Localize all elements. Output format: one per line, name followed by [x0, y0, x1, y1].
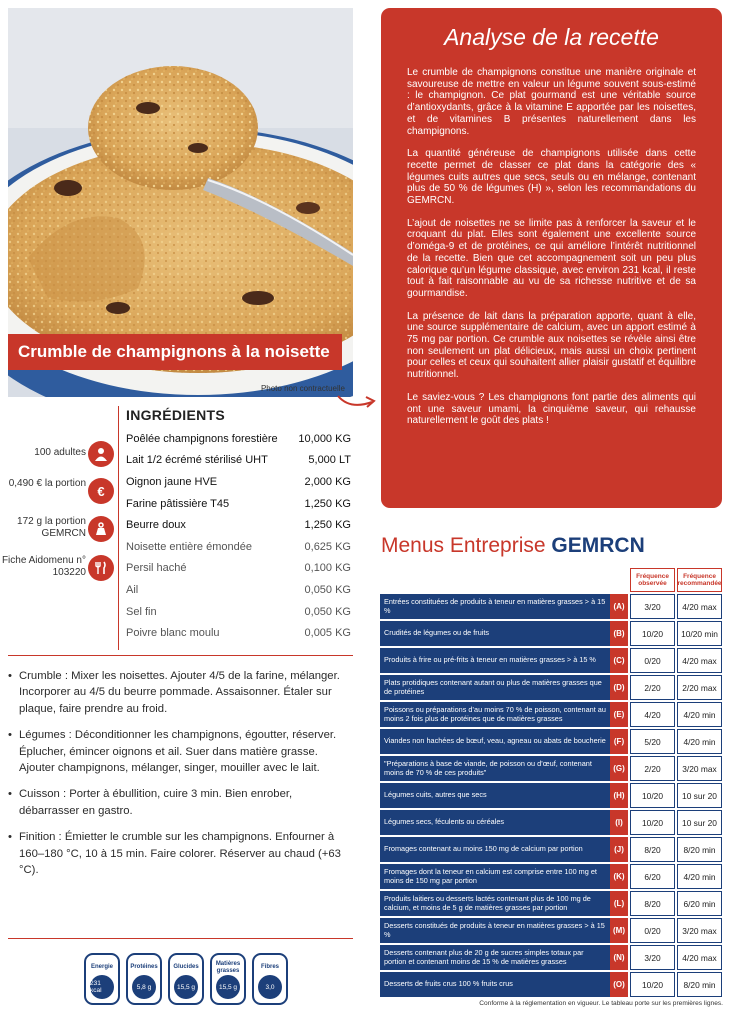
row-label: Desserts constitués de produits à teneur en matières grasses > à 15 %: [380, 918, 610, 943]
recommended-frequency: 8/20 min: [677, 837, 722, 862]
nutrition-value: 3,0: [258, 975, 282, 999]
table-row: [380, 702, 723, 727]
meta-reference: [0, 555, 116, 589]
nutrition-value: 15,5 g: [174, 975, 198, 999]
observed-frequency: 10/20: [630, 783, 675, 808]
row-code: (L): [610, 891, 628, 916]
ingredient-qty: 2,000 KG: [304, 475, 351, 488]
header-observed: Fréquence observée: [630, 568, 675, 592]
recommended-frequency: 4/20 max: [677, 648, 722, 673]
table-row: [380, 621, 723, 646]
ingredient-name: Lait 1/2 écrémé stérilisé UHT: [126, 454, 268, 467]
analysis-panel: [381, 8, 722, 508]
ingredient-name: Noisette entière émondée: [126, 540, 252, 553]
ingredient-row: [126, 622, 351, 644]
gemrcn-title: [381, 534, 645, 558]
step-label: Cuisson :: [19, 788, 67, 801]
recommended-frequency: 10/20 min: [677, 621, 722, 646]
row-code: (I): [610, 810, 628, 835]
step-item: • Cuisson : Porter à ébullition, cuire 3 min. Bien enrober, débarrasser en gastro.: [8, 788, 293, 817]
ingredient-qty: 0,100 KG: [304, 562, 351, 575]
table-row: [380, 648, 723, 673]
analysis-paragraph: L’ajout de noisettes ne se limite pas à renforcer la saveur et le croquant du plat. Elles sont également une excellente source d’oméga-9 et de protéines, ce qui améliore l’intérêt nutritionnel de la recette. Bien que cet accompagnement soit un peu plus calorique qu’un légume classique, avec environ 231 kcal, il reste tout à fait raisonnable au vu de sa richesse nutritive et de sa gourmandise.: [407, 217, 696, 299]
ingredient-qty: 0,050 KG: [304, 605, 351, 618]
cutlery-icon: [88, 555, 114, 581]
table-row: [380, 756, 723, 781]
row-label: Plats protidiques contenant autant ou plus de matières grasses que de protéines: [380, 675, 610, 700]
table-row: [380, 864, 723, 889]
table-row: [380, 972, 723, 997]
row-code: (G): [610, 756, 628, 781]
ingredients-title: INGRÉDIENTS: [126, 407, 225, 423]
ingredient-row: [126, 601, 351, 623]
meta-portion: [0, 516, 116, 550]
row-label: Poissons ou préparations d’au moins 70 % de poisson, contenant au moins 2 fois plus de protéines que de matières grasses: [380, 702, 610, 727]
step-label: Finition :: [19, 831, 62, 844]
ingredient-name: Persil haché: [126, 562, 187, 575]
step-text: Porter à ébullition, cuire 3 min. Bien enrober, débarrasser en gastro.: [19, 788, 293, 817]
recommended-frequency: 8/20 min: [677, 972, 722, 997]
table-row: [380, 729, 723, 754]
nutrition-badges: [84, 953, 288, 1005]
row-code: (D): [610, 675, 628, 700]
row-code: (A): [610, 594, 628, 619]
ingredient-qty: 10,000 KG: [298, 432, 351, 445]
row-label: Viandes non hachées de bœuf, veau, agneau ou abats de boucherie: [380, 729, 610, 754]
step-text: Déconditionner les champignons, égoutter, réserver.: [74, 729, 337, 742]
section-divider: [8, 938, 353, 939]
table-row: [380, 837, 723, 862]
recommended-frequency: 10 sur 20: [677, 783, 722, 808]
row-code: (B): [610, 621, 628, 646]
nutrition-badge-carbs: [168, 953, 204, 1005]
recommended-frequency: 3/20 max: [677, 756, 722, 781]
observed-frequency: 5/20: [630, 729, 675, 754]
nutrition-badge-fat: [210, 953, 246, 1005]
table-row: [380, 918, 723, 943]
row-code: (F): [610, 729, 628, 754]
euro-icon: €: [88, 478, 114, 504]
ingredient-row: [126, 536, 351, 558]
nutrition-value: 15,5 g: [216, 975, 240, 999]
observed-frequency: 10/20: [630, 621, 675, 646]
row-label: Desserts de fruits crus 100 % fruits crus: [380, 972, 610, 997]
row-label: Fromages dont la teneur en calcium est comprise entre 100 mg et moins de 150 mg par portion: [380, 864, 610, 889]
nutrition-label: Energie: [90, 964, 113, 970]
row-label: Produits laitiers ou desserts lactés contenant plus de 100 mg de calcium, et moins de 5 g de matières grasses par portion: [380, 891, 610, 916]
ingredient-row: [126, 514, 351, 536]
recommended-frequency: 4/20 min: [677, 864, 722, 889]
ingredients-divider: [118, 406, 119, 650]
ingredient-row: [126, 579, 351, 601]
nutrition-badge-energy: [84, 953, 120, 1005]
recommended-frequency: 4/20 max: [677, 945, 722, 970]
step-item: • Finition : Émietter le crumble sur les champignons. Enfourner à 160–180 °C, 10 à 15 min. Faire colorer. Réserver au chaud (+63 °C).: [8, 831, 341, 877]
nutrition-label: Glucides: [173, 964, 199, 970]
reference-text: Fiche Aidomenu n° 103220: [1, 555, 86, 578]
step-item: • Légumes : Déconditionner les champignons, égoutter, réserver. Éplucher, émincer oignons et ail. Suer dans matière grasse. Ajouter champignons, mélanger, singer, mouiller avec le lait.: [8, 729, 337, 775]
row-code: (H): [610, 783, 628, 808]
header-recommended: Fréquence recommandée: [677, 568, 722, 592]
people-icon: [88, 441, 114, 467]
observed-frequency: 10/20: [630, 972, 675, 997]
step-text: Émietter le crumble sur les champignons. Enfourner à 160–180 °C, 10 à 15 min. Faire colorer. Réserver au chaud (+63 °C).: [19, 831, 341, 877]
analysis-paragraph: Le saviez-vous ? Les champignons font partie des aliments qui ont une saveur umami, la cinquième saveur, qui rehausse naturellement le goût des plats !: [407, 391, 696, 427]
row-label: Crudités de légumes ou de fruits: [380, 621, 610, 646]
observed-frequency: 10/20: [630, 810, 675, 835]
nutrition-label: Protéines: [130, 964, 158, 970]
row-code: (J): [610, 837, 628, 862]
recommended-frequency: 10 sur 20: [677, 810, 722, 835]
step-text: Éplucher, émincer oignons et ail. Suer dans matière grasse. Ajouter champignons, mélanger, singer, mouiller avec le lait.: [19, 745, 320, 775]
ingredient-row: [126, 428, 351, 450]
photo-disclaimer: Photo non contractuelle: [260, 384, 345, 393]
recommended-frequency: 4/20 max: [677, 594, 722, 619]
row-label: Desserts contenant plus de 20 g de sucres simples totaux par portion et contenant moins de 15 % de matières grasses: [380, 945, 610, 970]
recommended-frequency: 6/20 min: [677, 891, 722, 916]
ingredient-row: [126, 493, 351, 515]
row-label: Légumes cuits, autres que secs: [380, 783, 610, 808]
section-divider: [8, 655, 353, 656]
row-code: (O): [610, 972, 628, 997]
recommended-frequency: 4/20 min: [677, 729, 722, 754]
nutrition-value: 231 kcal: [90, 975, 114, 999]
row-label: "Préparations à base de viande, de poisson ou d’œuf, contenant moins de 70 % de ces produits": [380, 756, 610, 781]
nutrition-badge-fiber: [252, 953, 288, 1005]
step-label: Légumes :: [19, 729, 72, 742]
row-label: Produits à frire ou pré-frits à teneur en matières grasses > à 15 %: [380, 648, 610, 673]
ingredient-qty: 5,000 LT: [308, 454, 351, 467]
nutrition-value: 5,8 g: [132, 975, 156, 999]
gemrcn-title-part1: Menus Entreprise: [381, 534, 546, 557]
table-row: [380, 945, 723, 970]
row-label: Légumes secs, féculents ou céréales: [380, 810, 610, 835]
price-text: 0,490 € la portion: [8, 478, 86, 489]
table-row: [380, 675, 723, 700]
ingredient-qty: 0,625 KG: [304, 540, 351, 553]
ingredient-name: Oignon jaune HVE: [126, 475, 218, 488]
observed-frequency: 0/20: [630, 648, 675, 673]
step-item: • Crumble : Mixer les noisettes. Ajouter 4/5 de la farine, mélanger. Incorporer au 4/5 du beurre pommade. Assaisonner. Étaler sur plaque, faire prendre au froid.: [8, 670, 340, 715]
recommended-frequency: 4/20 min: [677, 702, 722, 727]
ingredient-row: [126, 558, 351, 580]
ingredient-row: [126, 450, 351, 472]
portion-text: 172 g la portion GEMRCN: [17, 516, 86, 539]
meta-servings: [0, 441, 116, 475]
recipe-title: Crumble de champignons à la noisette: [8, 334, 342, 370]
servings-text: 100 adultes: [34, 447, 86, 458]
row-code: (N): [610, 945, 628, 970]
ingredient-qty: 0,005 KG: [304, 627, 351, 640]
table-row: [380, 594, 723, 619]
analysis-paragraph: Le crumble de champignons constitue une manière originale et savoureuse de mettre en valeur un légume souvent sous-estimé : le champignon. Ce plat gourmand est une véritable source d’antioxydants, grâce à la vitamine E apportée par les noisettes, et de vitamines B présentes naturellement dans les champignons.: [407, 67, 696, 137]
step-label: Crumble :: [19, 670, 68, 682]
gemrcn-title-part2: GEMRCN: [551, 534, 645, 557]
weight-icon: [88, 516, 114, 542]
nutrition-label: Matières grasses: [215, 961, 241, 974]
ingredient-name: Poêlée champignons forestière: [126, 432, 278, 445]
gemrcn-table: [380, 568, 723, 997]
observed-frequency: 0/20: [630, 918, 675, 943]
table-header: [380, 568, 723, 592]
nutrition-badge-proteins: [126, 953, 162, 1005]
observed-frequency: 8/20: [630, 891, 675, 916]
step-text: Mixer les noisettes. Ajouter 4/5 de la farine, mélanger. Incorporer au 4/5 du beurre pommade. Assaisonner. Étaler sur plaque, faire prendre au froid.: [19, 670, 340, 715]
table-footnote: Conforme à la réglementation en vigueur. Le tableau porte sur les premières lignes.: [479, 1000, 723, 1007]
observed-frequency: 3/20: [630, 594, 675, 619]
ingredients-list: [126, 428, 351, 644]
ingredient-row: [126, 471, 351, 493]
row-code: (M): [610, 918, 628, 943]
nutrition-label: Fibres: [260, 964, 279, 970]
ingredient-name: Ail: [126, 583, 139, 596]
table-row: [380, 891, 723, 916]
observed-frequency: 8/20: [630, 837, 675, 862]
row-code: (K): [610, 864, 628, 889]
table-row: [380, 783, 723, 808]
ingredient-qty: 1,250 KG: [304, 497, 351, 510]
observed-frequency: 2/20: [630, 675, 675, 700]
observed-frequency: 6/20: [630, 864, 675, 889]
ingredient-qty: 1,250 KG: [304, 519, 351, 532]
table-row: [380, 810, 723, 835]
row-label: Fromages contenant au moins 150 mg de calcium par portion: [380, 837, 610, 862]
table-body: [380, 594, 723, 997]
ingredient-name: Poivre blanc moulu: [126, 627, 220, 640]
ingredient-name: Beurre doux: [126, 519, 186, 532]
observed-frequency: 4/20: [630, 702, 675, 727]
observed-frequency: 3/20: [630, 945, 675, 970]
preparation-steps: [8, 668, 353, 888]
analysis-title: Analyse de la recette: [444, 24, 659, 50]
analysis-paragraph: La présence de lait dans la préparation apporte, quant à elle, une source supplémentaire de calcium, avec un apport estimé à 75 mg par portion. Ce crumble aux noisettes se révèle ainsi être non seulement un plat délicieux, mais aussi un choix pertinent pour celles et ceux qui souhaitent allier plaisir gustatif et équilibre nutritionnel.: [407, 310, 696, 381]
observed-frequency: 2/20: [630, 756, 675, 781]
ingredient-name: Farine pâtissière T45: [126, 497, 230, 510]
row-code: (E): [610, 702, 628, 727]
recommended-frequency: 3/20 max: [677, 918, 722, 943]
recommended-frequency: 2/20 max: [677, 675, 722, 700]
curved-arrow-icon: [336, 392, 380, 414]
row-code: (C): [610, 648, 628, 673]
ingredient-name: Sel fin: [126, 605, 157, 618]
row-label: Entrées constituées de produits à teneur en matières grasses > à 15 %: [380, 594, 610, 619]
analysis-paragraph: La quantité généreuse de champignons utilisée dans cette recette permet de classer ce plat dans la catégorie des « légumes cuits autres que secs, seuls ou en mélange, contenant plus de 50 % de légumes (H) », selon les recommandations du GEMRCN.: [407, 148, 696, 207]
meta-price: [0, 478, 116, 512]
ingredient-qty: 0,050 KG: [304, 583, 351, 596]
